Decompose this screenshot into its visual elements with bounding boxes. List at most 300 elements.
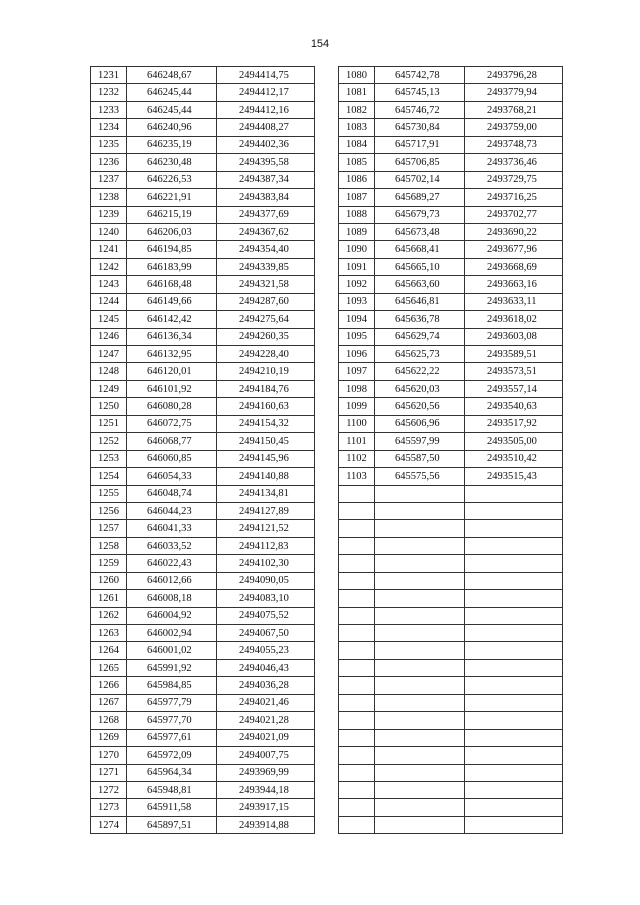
y-coordinate-cell: 2494412,17 xyxy=(217,84,315,101)
y-coordinate-cell: 2494287,60 xyxy=(217,293,315,310)
point-number-cell: 1100 xyxy=(339,415,375,432)
x-coordinate-cell: 646033,52 xyxy=(127,537,217,554)
y-coordinate-cell xyxy=(465,816,563,833)
table-row xyxy=(339,450,563,467)
table-row xyxy=(91,206,315,223)
table-row xyxy=(91,276,315,293)
x-coordinate-cell: 645745,13 xyxy=(375,84,465,101)
x-coordinate-cell: 645730,84 xyxy=(375,119,465,136)
point-number-cell xyxy=(339,659,375,676)
table-row xyxy=(339,189,563,206)
x-coordinate-cell: 645629,74 xyxy=(375,328,465,345)
point-number-cell: 1085 xyxy=(339,154,375,171)
point-number-cell: 1086 xyxy=(339,171,375,188)
table-row xyxy=(91,485,315,502)
point-number-cell: 1082 xyxy=(339,101,375,118)
point-number-cell: 1238 xyxy=(91,189,127,206)
y-coordinate-cell xyxy=(465,694,563,711)
y-coordinate-cell: 2493759,00 xyxy=(465,119,563,136)
y-coordinate-cell: 2493748,73 xyxy=(465,136,563,153)
y-coordinate-cell: 2493668,69 xyxy=(465,258,563,275)
y-coordinate-cell xyxy=(465,799,563,816)
point-number-cell: 1268 xyxy=(91,712,127,729)
point-number-cell: 1083 xyxy=(339,119,375,136)
y-coordinate-cell: 2494339,85 xyxy=(217,258,315,275)
y-coordinate-cell xyxy=(465,520,563,537)
point-number-cell: 1257 xyxy=(91,520,127,537)
table-row xyxy=(339,625,563,642)
x-coordinate-cell xyxy=(375,712,465,729)
y-coordinate-cell: 2494021,46 xyxy=(217,694,315,711)
x-coordinate-cell: 646072,75 xyxy=(127,415,217,432)
x-coordinate-cell: 646048,74 xyxy=(127,485,217,502)
y-coordinate-cell: 2493677,96 xyxy=(465,241,563,258)
point-number-cell: 1080 xyxy=(339,67,375,84)
table-row xyxy=(339,101,563,118)
x-coordinate-cell: 645972,09 xyxy=(127,747,217,764)
x-coordinate-cell: 646008,18 xyxy=(127,590,217,607)
point-number-cell: 1267 xyxy=(91,694,127,711)
point-number-cell: 1255 xyxy=(91,485,127,502)
y-coordinate-cell: 2493505,00 xyxy=(465,433,563,450)
table-row xyxy=(91,171,315,188)
x-coordinate-cell: 646206,03 xyxy=(127,223,217,240)
x-coordinate-cell: 646120,01 xyxy=(127,363,217,380)
table-row xyxy=(91,781,315,798)
point-number-cell: 1273 xyxy=(91,799,127,816)
point-number-cell xyxy=(339,729,375,746)
table-row xyxy=(91,101,315,118)
table-row xyxy=(339,119,563,136)
table-row xyxy=(91,659,315,676)
table-row xyxy=(339,433,563,450)
x-coordinate-cell: 645717,91 xyxy=(375,136,465,153)
point-number-cell xyxy=(339,572,375,589)
point-number-cell: 1101 xyxy=(339,433,375,450)
y-coordinate-cell xyxy=(465,764,563,781)
x-coordinate-cell: 645964,34 xyxy=(127,764,217,781)
table-row xyxy=(91,764,315,781)
table-row xyxy=(91,816,315,833)
table-row xyxy=(339,328,563,345)
table-row xyxy=(339,136,563,153)
point-number-cell xyxy=(339,712,375,729)
x-coordinate-cell: 645948,81 xyxy=(127,781,217,798)
y-coordinate-cell: 2493633,11 xyxy=(465,293,563,310)
point-number-cell xyxy=(339,555,375,572)
y-coordinate-cell: 2494102,30 xyxy=(217,555,315,572)
point-number-cell xyxy=(339,781,375,798)
table-row xyxy=(91,189,315,206)
x-coordinate-cell: 646215,19 xyxy=(127,206,217,223)
y-coordinate-cell: 2493517,92 xyxy=(465,415,563,432)
table-row xyxy=(339,555,563,572)
x-coordinate-cell: 645911,58 xyxy=(127,799,217,816)
x-coordinate-cell: 645689,27 xyxy=(375,189,465,206)
point-number-cell: 1247 xyxy=(91,346,127,363)
table-row xyxy=(339,642,563,659)
point-number-cell: 1244 xyxy=(91,293,127,310)
x-coordinate-cell: 645636,78 xyxy=(375,311,465,328)
x-coordinate-cell: 646221,91 xyxy=(127,189,217,206)
table-row xyxy=(339,258,563,275)
table-row xyxy=(339,346,563,363)
x-coordinate-cell: 645620,03 xyxy=(375,380,465,397)
y-coordinate-cell: 2494275,64 xyxy=(217,311,315,328)
table-row xyxy=(339,171,563,188)
x-coordinate-cell: 645977,70 xyxy=(127,712,217,729)
y-coordinate-cell: 2493944,18 xyxy=(217,781,315,798)
point-number-cell: 1236 xyxy=(91,154,127,171)
point-number-cell xyxy=(339,816,375,833)
x-coordinate-cell xyxy=(375,694,465,711)
point-number-cell xyxy=(339,590,375,607)
point-number-cell: 1240 xyxy=(91,223,127,240)
y-coordinate-cell: 2494160,63 xyxy=(217,398,315,415)
point-number-cell: 1084 xyxy=(339,136,375,153)
table-row xyxy=(339,276,563,293)
y-coordinate-cell: 2493914,88 xyxy=(217,816,315,833)
point-number-cell: 1251 xyxy=(91,415,127,432)
y-coordinate-cell: 2493618,02 xyxy=(465,311,563,328)
x-coordinate-cell xyxy=(375,485,465,502)
point-number-cell xyxy=(339,642,375,659)
y-coordinate-cell: 2494055,23 xyxy=(217,642,315,659)
x-coordinate-cell: 646235,19 xyxy=(127,136,217,153)
table-row xyxy=(339,67,563,84)
y-coordinate-cell: 2493663,16 xyxy=(465,276,563,293)
point-number-cell: 1096 xyxy=(339,346,375,363)
table-row xyxy=(339,659,563,676)
x-coordinate-cell: 645977,79 xyxy=(127,694,217,711)
y-coordinate-cell: 2493573,51 xyxy=(465,363,563,380)
table-row xyxy=(339,206,563,223)
x-coordinate-cell xyxy=(375,799,465,816)
table-row xyxy=(339,694,563,711)
table-row xyxy=(91,677,315,694)
x-coordinate-cell: 646101,92 xyxy=(127,380,217,397)
y-coordinate-cell xyxy=(465,502,563,519)
table-row xyxy=(91,555,315,572)
x-coordinate-cell: 646240,96 xyxy=(127,119,217,136)
y-coordinate-cell: 2494184,76 xyxy=(217,380,315,397)
point-number-cell xyxy=(339,764,375,781)
y-coordinate-cell: 2494021,28 xyxy=(217,712,315,729)
x-coordinate-cell: 646060,85 xyxy=(127,450,217,467)
table-row xyxy=(91,293,315,310)
point-number-cell xyxy=(339,625,375,642)
point-number-cell xyxy=(339,520,375,537)
point-number-cell: 1252 xyxy=(91,433,127,450)
y-coordinate-cell: 2494210,19 xyxy=(217,363,315,380)
point-number-cell: 1246 xyxy=(91,328,127,345)
point-number-cell xyxy=(339,485,375,502)
table-row xyxy=(91,450,315,467)
table-row xyxy=(339,712,563,729)
y-coordinate-cell xyxy=(465,555,563,572)
point-number-cell: 1092 xyxy=(339,276,375,293)
x-coordinate-cell xyxy=(375,816,465,833)
table-row xyxy=(91,642,315,659)
point-number-cell: 1261 xyxy=(91,590,127,607)
point-number-cell: 1262 xyxy=(91,607,127,624)
point-number-cell: 1250 xyxy=(91,398,127,415)
x-coordinate-cell: 645668,41 xyxy=(375,241,465,258)
x-coordinate-cell: 645575,56 xyxy=(375,468,465,485)
table-row xyxy=(339,380,563,397)
point-number-cell: 1270 xyxy=(91,747,127,764)
y-coordinate-cell: 2493589,51 xyxy=(465,346,563,363)
x-coordinate-cell xyxy=(375,747,465,764)
point-number-cell: 1099 xyxy=(339,398,375,415)
x-coordinate-cell: 646142,42 xyxy=(127,311,217,328)
x-coordinate-cell: 646194,85 xyxy=(127,241,217,258)
x-coordinate-cell: 645587,50 xyxy=(375,450,465,467)
x-coordinate-cell xyxy=(375,555,465,572)
point-number-cell: 1253 xyxy=(91,450,127,467)
x-coordinate-cell: 645702,14 xyxy=(375,171,465,188)
y-coordinate-cell: 2493917,15 xyxy=(217,799,315,816)
table-row xyxy=(91,363,315,380)
table-row xyxy=(91,694,315,711)
x-coordinate-cell xyxy=(375,781,465,798)
y-coordinate-cell: 2493515,43 xyxy=(465,468,563,485)
y-coordinate-cell: 2493510,42 xyxy=(465,450,563,467)
table-row xyxy=(91,67,315,84)
table-row xyxy=(91,223,315,240)
table-row xyxy=(339,816,563,833)
point-number-cell: 1088 xyxy=(339,206,375,223)
table-row xyxy=(91,572,315,589)
y-coordinate-cell: 2493690,22 xyxy=(465,223,563,240)
y-coordinate-cell: 2493557,14 xyxy=(465,380,563,397)
x-coordinate-cell: 646168,48 xyxy=(127,276,217,293)
point-number-cell: 1245 xyxy=(91,311,127,328)
y-coordinate-cell: 2494083,10 xyxy=(217,590,315,607)
table-row xyxy=(339,502,563,519)
y-coordinate-cell: 2493540,63 xyxy=(465,398,563,415)
y-coordinate-cell xyxy=(465,642,563,659)
point-number-cell: 1103 xyxy=(339,468,375,485)
x-coordinate-cell: 646044,23 xyxy=(127,502,217,519)
table-row xyxy=(91,729,315,746)
y-coordinate-cell: 2494377,69 xyxy=(217,206,315,223)
table-row xyxy=(339,677,563,694)
point-number-cell xyxy=(339,799,375,816)
table-row xyxy=(339,607,563,624)
x-coordinate-cell xyxy=(375,625,465,642)
x-coordinate-cell: 646149,66 xyxy=(127,293,217,310)
y-coordinate-cell: 2494140,88 xyxy=(217,468,315,485)
y-coordinate-cell xyxy=(465,712,563,729)
table-row xyxy=(339,311,563,328)
table-row xyxy=(339,415,563,432)
table-row xyxy=(339,729,563,746)
y-coordinate-cell: 2494090,05 xyxy=(217,572,315,589)
table-row xyxy=(91,311,315,328)
table-row xyxy=(339,84,563,101)
table-row xyxy=(91,84,315,101)
x-coordinate-cell: 645746,72 xyxy=(375,101,465,118)
y-coordinate-cell xyxy=(465,729,563,746)
coordinates-table-left xyxy=(90,66,315,834)
table-row xyxy=(91,625,315,642)
x-coordinate-cell xyxy=(375,607,465,624)
x-coordinate-cell: 646004,92 xyxy=(127,607,217,624)
point-number-cell: 1266 xyxy=(91,677,127,694)
y-coordinate-cell: 2494127,89 xyxy=(217,502,315,519)
point-number-cell: 1232 xyxy=(91,84,127,101)
x-coordinate-cell: 646226,53 xyxy=(127,171,217,188)
table-row xyxy=(339,799,563,816)
x-coordinate-cell: 646012,66 xyxy=(127,572,217,589)
y-coordinate-cell: 2493729,75 xyxy=(465,171,563,188)
y-coordinate-cell: 2494354,40 xyxy=(217,241,315,258)
table-row xyxy=(91,433,315,450)
point-number-cell: 1265 xyxy=(91,659,127,676)
point-number-cell xyxy=(339,607,375,624)
point-number-cell: 1239 xyxy=(91,206,127,223)
y-coordinate-cell: 2494408,27 xyxy=(217,119,315,136)
point-number-cell: 1249 xyxy=(91,380,127,397)
y-coordinate-cell: 2494046,43 xyxy=(217,659,315,676)
point-number-cell: 1269 xyxy=(91,729,127,746)
table-row xyxy=(91,712,315,729)
y-coordinate-cell: 2494145,96 xyxy=(217,450,315,467)
y-coordinate-cell: 2493796,28 xyxy=(465,67,563,84)
y-coordinate-cell: 2494067,50 xyxy=(217,625,315,642)
y-coordinate-cell: 2494387,34 xyxy=(217,171,315,188)
y-coordinate-cell: 2494412,16 xyxy=(217,101,315,118)
y-coordinate-cell xyxy=(465,659,563,676)
x-coordinate-cell: 645597,99 xyxy=(375,433,465,450)
table-row xyxy=(91,520,315,537)
table-row xyxy=(91,119,315,136)
y-coordinate-cell: 2493779,94 xyxy=(465,84,563,101)
x-coordinate-cell: 645742,78 xyxy=(375,67,465,84)
x-coordinate-cell: 645606,96 xyxy=(375,415,465,432)
x-coordinate-cell: 645984,85 xyxy=(127,677,217,694)
point-number-cell: 1256 xyxy=(91,502,127,519)
y-coordinate-cell: 2494154,32 xyxy=(217,415,315,432)
y-coordinate-cell: 2493716,25 xyxy=(465,189,563,206)
point-number-cell: 1095 xyxy=(339,328,375,345)
point-number-cell: 1087 xyxy=(339,189,375,206)
table-row xyxy=(339,520,563,537)
point-number-cell: 1090 xyxy=(339,241,375,258)
point-number-cell: 1098 xyxy=(339,380,375,397)
x-coordinate-cell: 646022,43 xyxy=(127,555,217,572)
y-coordinate-cell: 2493768,21 xyxy=(465,101,563,118)
point-number-cell: 1241 xyxy=(91,241,127,258)
y-coordinate-cell xyxy=(465,485,563,502)
table-row xyxy=(91,799,315,816)
x-coordinate-cell xyxy=(375,642,465,659)
x-coordinate-cell: 645679,73 xyxy=(375,206,465,223)
table-row xyxy=(91,328,315,345)
y-coordinate-cell xyxy=(465,747,563,764)
y-coordinate-cell xyxy=(465,537,563,554)
y-coordinate-cell: 2494075,52 xyxy=(217,607,315,624)
x-coordinate-cell: 646068,77 xyxy=(127,433,217,450)
table-row xyxy=(91,346,315,363)
x-coordinate-cell: 646001,02 xyxy=(127,642,217,659)
x-coordinate-cell xyxy=(375,520,465,537)
table-row xyxy=(91,241,315,258)
table-row xyxy=(91,607,315,624)
x-coordinate-cell: 645673,48 xyxy=(375,223,465,240)
y-coordinate-cell: 2494007,75 xyxy=(217,747,315,764)
y-coordinate-cell: 2494134,81 xyxy=(217,485,315,502)
table-row xyxy=(339,293,563,310)
table-row xyxy=(91,154,315,171)
y-coordinate-cell: 2494321,58 xyxy=(217,276,315,293)
y-coordinate-cell: 2493603,08 xyxy=(465,328,563,345)
y-coordinate-cell: 2494112,83 xyxy=(217,537,315,554)
table-row xyxy=(339,223,563,240)
y-coordinate-cell xyxy=(465,677,563,694)
table-row xyxy=(339,572,563,589)
y-coordinate-cell: 2493702,77 xyxy=(465,206,563,223)
point-number-cell: 1274 xyxy=(91,816,127,833)
point-number-cell: 1272 xyxy=(91,781,127,798)
table-row xyxy=(91,380,315,397)
x-coordinate-cell: 646002,94 xyxy=(127,625,217,642)
y-coordinate-cell xyxy=(465,625,563,642)
point-number-cell: 1254 xyxy=(91,468,127,485)
x-coordinate-cell: 646183,99 xyxy=(127,258,217,275)
y-coordinate-cell: 2493736,46 xyxy=(465,154,563,171)
x-coordinate-cell: 646230,48 xyxy=(127,154,217,171)
point-number-cell: 1248 xyxy=(91,363,127,380)
point-number-cell: 1260 xyxy=(91,572,127,589)
table-row xyxy=(339,590,563,607)
point-number-cell: 1237 xyxy=(91,171,127,188)
x-coordinate-cell: 646248,67 xyxy=(127,67,217,84)
point-number-cell: 1242 xyxy=(91,258,127,275)
point-number-cell xyxy=(339,677,375,694)
coordinates-table-right xyxy=(338,66,563,834)
x-coordinate-cell xyxy=(375,729,465,746)
x-coordinate-cell: 645620,56 xyxy=(375,398,465,415)
table-row xyxy=(339,747,563,764)
x-coordinate-cell: 645622,22 xyxy=(375,363,465,380)
point-number-cell: 1081 xyxy=(339,84,375,101)
x-coordinate-cell xyxy=(375,572,465,589)
x-coordinate-cell: 646245,44 xyxy=(127,84,217,101)
x-coordinate-cell xyxy=(375,764,465,781)
point-number-cell: 1259 xyxy=(91,555,127,572)
x-coordinate-cell: 645665,10 xyxy=(375,258,465,275)
y-coordinate-cell: 2494414,75 xyxy=(217,67,315,84)
x-coordinate-cell xyxy=(375,590,465,607)
x-coordinate-cell: 646054,33 xyxy=(127,468,217,485)
x-coordinate-cell: 645991,92 xyxy=(127,659,217,676)
y-coordinate-cell xyxy=(465,572,563,589)
point-number-cell: 1264 xyxy=(91,642,127,659)
point-number-cell xyxy=(339,537,375,554)
point-number-cell: 1234 xyxy=(91,119,127,136)
y-coordinate-cell xyxy=(465,590,563,607)
x-coordinate-cell: 646041,33 xyxy=(127,520,217,537)
x-coordinate-cell: 645646,81 xyxy=(375,293,465,310)
point-number-cell xyxy=(339,502,375,519)
x-coordinate-cell: 645663,60 xyxy=(375,276,465,293)
y-coordinate-cell: 2494260,35 xyxy=(217,328,315,345)
point-number-cell: 1233 xyxy=(91,101,127,118)
x-coordinate-cell: 646080,28 xyxy=(127,398,217,415)
table-row xyxy=(339,537,563,554)
